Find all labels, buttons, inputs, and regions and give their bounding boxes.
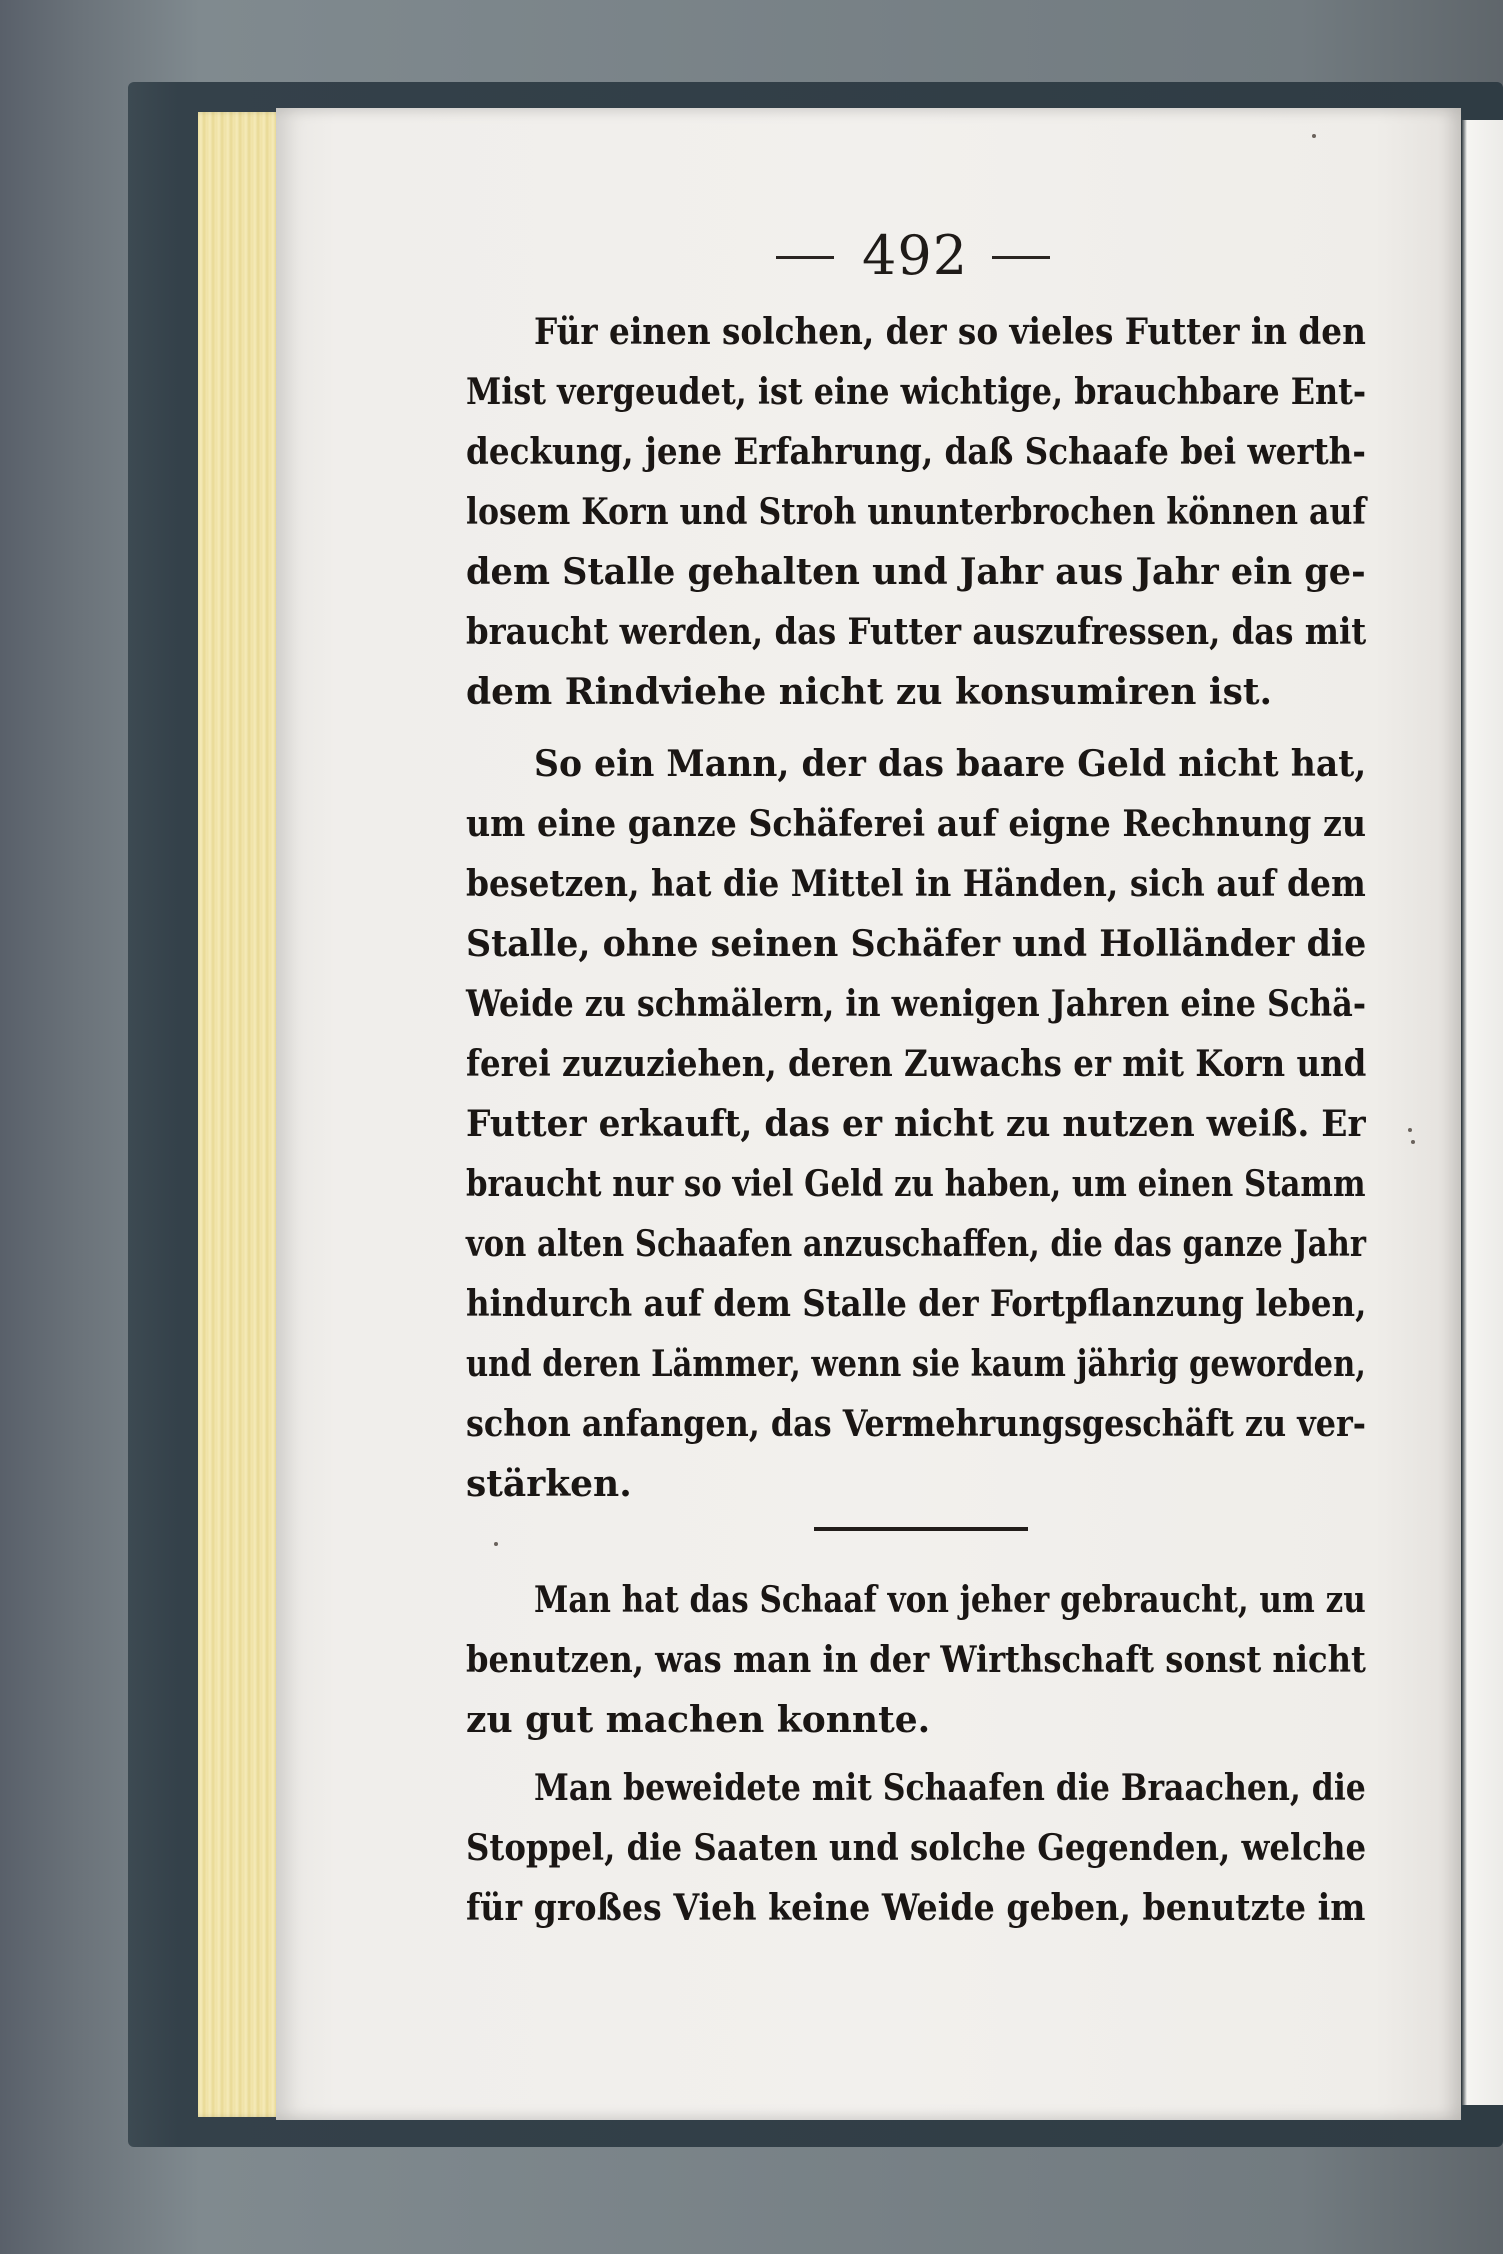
text-line: benutzen, was man in der Wirthschaft sonst nicht	[466, 1639, 1366, 1681]
text-line: Man hat das Schaaf von jeher gebraucht, um zu	[534, 1579, 1366, 1621]
text-line: besetzen, hat die Mittel in Händen, sich auf dem	[466, 863, 1366, 905]
paper-speck	[1408, 1128, 1412, 1132]
text-line: dem Rindviehe nicht zu konsumiren ist.	[466, 671, 1273, 713]
text-line: Stalle, ohne seinen Schäfer und Holländer die	[466, 923, 1367, 965]
paper-speck	[1312, 134, 1316, 138]
text-line: braucht nur so viel Geld zu haben, um einen Stamm	[466, 1163, 1366, 1205]
page-number: 492	[862, 224, 969, 287]
page-header	[760, 222, 1080, 292]
text-line: schon anfangen, das Vermehrungsgeschäft zu ver-	[466, 1403, 1366, 1445]
text-line: hindurch auf dem Stalle der Fortpflanzung leben,	[466, 1283, 1367, 1325]
text-line: und deren Lämmer, wenn sie kaum jährig geworden,	[466, 1343, 1366, 1385]
text-line: So ein Mann, der das baare Geld nicht hat,	[534, 743, 1367, 785]
text-line: Futter erkauft, das er nicht zu nutzen weiß. Er	[466, 1103, 1366, 1145]
text-line: deckung, jene Erfahrung, daß Schaafe bei werth-	[466, 431, 1366, 473]
section-separator	[814, 1527, 1028, 1531]
header-dash-left	[776, 256, 834, 259]
text-line: um eine ganze Schäferei auf eigne Rechnung zu	[466, 803, 1367, 845]
header-dash-right	[992, 256, 1050, 259]
text-line: Mist vergeudet, ist eine wichtige, brauchbare Ent-	[466, 371, 1367, 413]
text-line: für großes Vieh keine Weide geben, benutzte im	[466, 1887, 1366, 1929]
text-line: Stoppel, die Saaten und solche Gegenden, welche	[466, 1827, 1367, 1869]
text-line: Man beweidete mit Schaafen die Braachen, die	[534, 1767, 1366, 1809]
text-line: ferei zuzuziehen, deren Zuwachs er mit Korn und	[466, 1043, 1367, 1085]
text-line: zu gut machen konnte.	[466, 1699, 931, 1741]
text-line: losem Korn und Stroh ununterbrochen können auf	[466, 491, 1366, 533]
page-edges	[198, 112, 288, 2117]
paper-speck	[494, 1542, 498, 1546]
text-line: stärken.	[466, 1463, 632, 1505]
facing-page-edge	[1461, 120, 1503, 2105]
text-line: Weide zu schmälern, in wenigen Jahren eine Schä-	[466, 983, 1366, 1025]
paper-speck	[1411, 1140, 1415, 1144]
text-line: Für einen solchen, der so vieles Futter in den	[534, 311, 1366, 353]
text-line: dem Stalle gehalten und Jahr aus Jahr ein ge-	[466, 551, 1366, 593]
text-line: von alten Schaafen anzuschaffen, die das ganze Jahr	[466, 1223, 1366, 1265]
text-line: braucht werden, das Futter auszufressen, das mit	[466, 611, 1367, 653]
